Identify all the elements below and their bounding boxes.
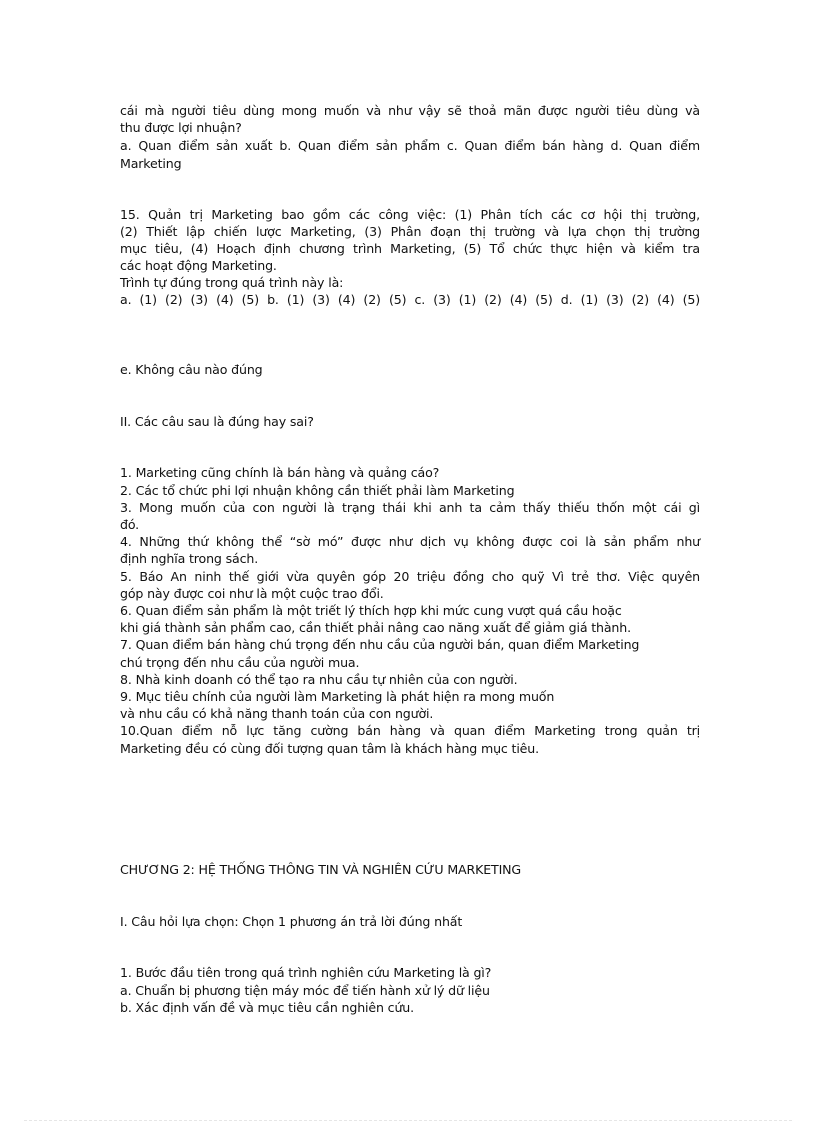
text-line: a. (1) (2) (3) (4) (5) b. (1) (3) (4) (2) (5) c. (3) (1) (2) (4) (5) d. (1) (3) (2) (4) (5) [120, 292, 700, 307]
text-line: (2) Thiết lập chiến lược Marketing, (3) Phân đoạn thị trường và lựa chọn thị trường [120, 224, 700, 239]
text-line: 2. Các tổ chức phi lợi nhuận không cần thiết phải làm Marketing [120, 483, 515, 498]
text-line: 1. Marketing cũng chính là bán hàng và quảng cáo? [120, 465, 440, 480]
text-line: Marketing [120, 156, 182, 171]
text-line: 9. Mục tiêu chính của người làm Marketing là phát hiện ra mong muốn [120, 689, 555, 704]
text-line: a. Quan điểm sản xuất b. Quan điểm sản phẩm c. Quan điểm bán hàng d. Quan điểm [120, 138, 700, 153]
text-line: mục tiêu, (4) Hoạch định chương trình Marketing, (5) Tổ chức thực hiện và kiểm tra [120, 241, 700, 256]
text-line: đó. [120, 517, 140, 532]
section-heading: II. Các câu sau là đúng hay sai? [120, 414, 314, 429]
text-line: e. Không câu nào đúng [120, 362, 263, 377]
text-line: 4. Những thứ không thể “sờ mó” được như dịch vụ không được coi là sản phẩm như [120, 534, 700, 549]
text-line: thu được lợi nhuận? [120, 120, 242, 135]
text-line: góp này được coi như là một cuộc trao đổi. [120, 586, 384, 601]
text-line: các hoạt động Marketing. [120, 258, 277, 273]
text-line: 5. Báo An ninh thế giới vừa quyên góp 20 triệu đồng cho quỹ Vì trẻ thơ. Việc quyên [120, 569, 700, 584]
chapter-heading: CHƯƠNG 2: HỆ THỐNG THÔNG TIN VÀ NGHIÊN CỨU MARKETING [120, 862, 522, 877]
text-line: 7. Quan điểm bán hàng chú trọng đến nhu cầu của người bán, quan điểm Marketing [120, 637, 640, 652]
text-line: Trình tự đúng trong quá trình này là: [120, 275, 344, 290]
text-line: cái mà người tiêu dùng mong muốn và như vậy sẽ thoả mãn được người tiêu dùng và [120, 103, 700, 118]
page-bottom-divider [24, 1120, 792, 1121]
text-line: 6. Quan điểm sản phẩm là một triết lý thích hợp khi mức cung vượt quá cầu hoặc [120, 603, 622, 618]
text-line: 1. Bước đầu tiên trong quá trình nghiên cứu Marketing là gì? [120, 965, 492, 980]
text-line: b. Xác định vấn đề và mục tiêu cần nghiên cứu. [120, 1000, 414, 1015]
text-line: 15. Quản trị Marketing bao gồm các công việc: (1) Phân tích các cơ hội thị trường, [120, 207, 700, 222]
text-line: chú trọng đến nhu cầu của người mua. [120, 655, 360, 670]
text-line: và nhu cầu có khả năng thanh toán của con người. [120, 706, 434, 721]
section-heading: I. Câu hỏi lựa chọn: Chọn 1 phương án trả lời đúng nhất [120, 914, 463, 929]
text-line: định nghĩa trong sách. [120, 551, 259, 566]
text-line: a. Chuẩn bị phương tiện máy móc để tiến hành xử lý dữ liệu [120, 983, 490, 998]
text-line: Marketing đều có cùng đối tượng quan tâm là khách hàng mục tiêu. [120, 741, 539, 756]
text-line: 8. Nhà kinh doanh có thể tạo ra nhu cầu tự nhiên của con người. [120, 672, 518, 687]
text-line: 3. Mong muốn của con người là trạng thái khi anh ta cảm thấy thiếu thốn một cái gì [120, 500, 700, 515]
text-line: khi giá thành sản phẩm cao, cần thiết phải nâng cao năng xuất để giảm giá thành. [120, 620, 631, 635]
text-line: 10.Quan điểm nỗ lực tăng cường bán hàng và quan điểm Marketing trong quản trị [120, 723, 700, 738]
